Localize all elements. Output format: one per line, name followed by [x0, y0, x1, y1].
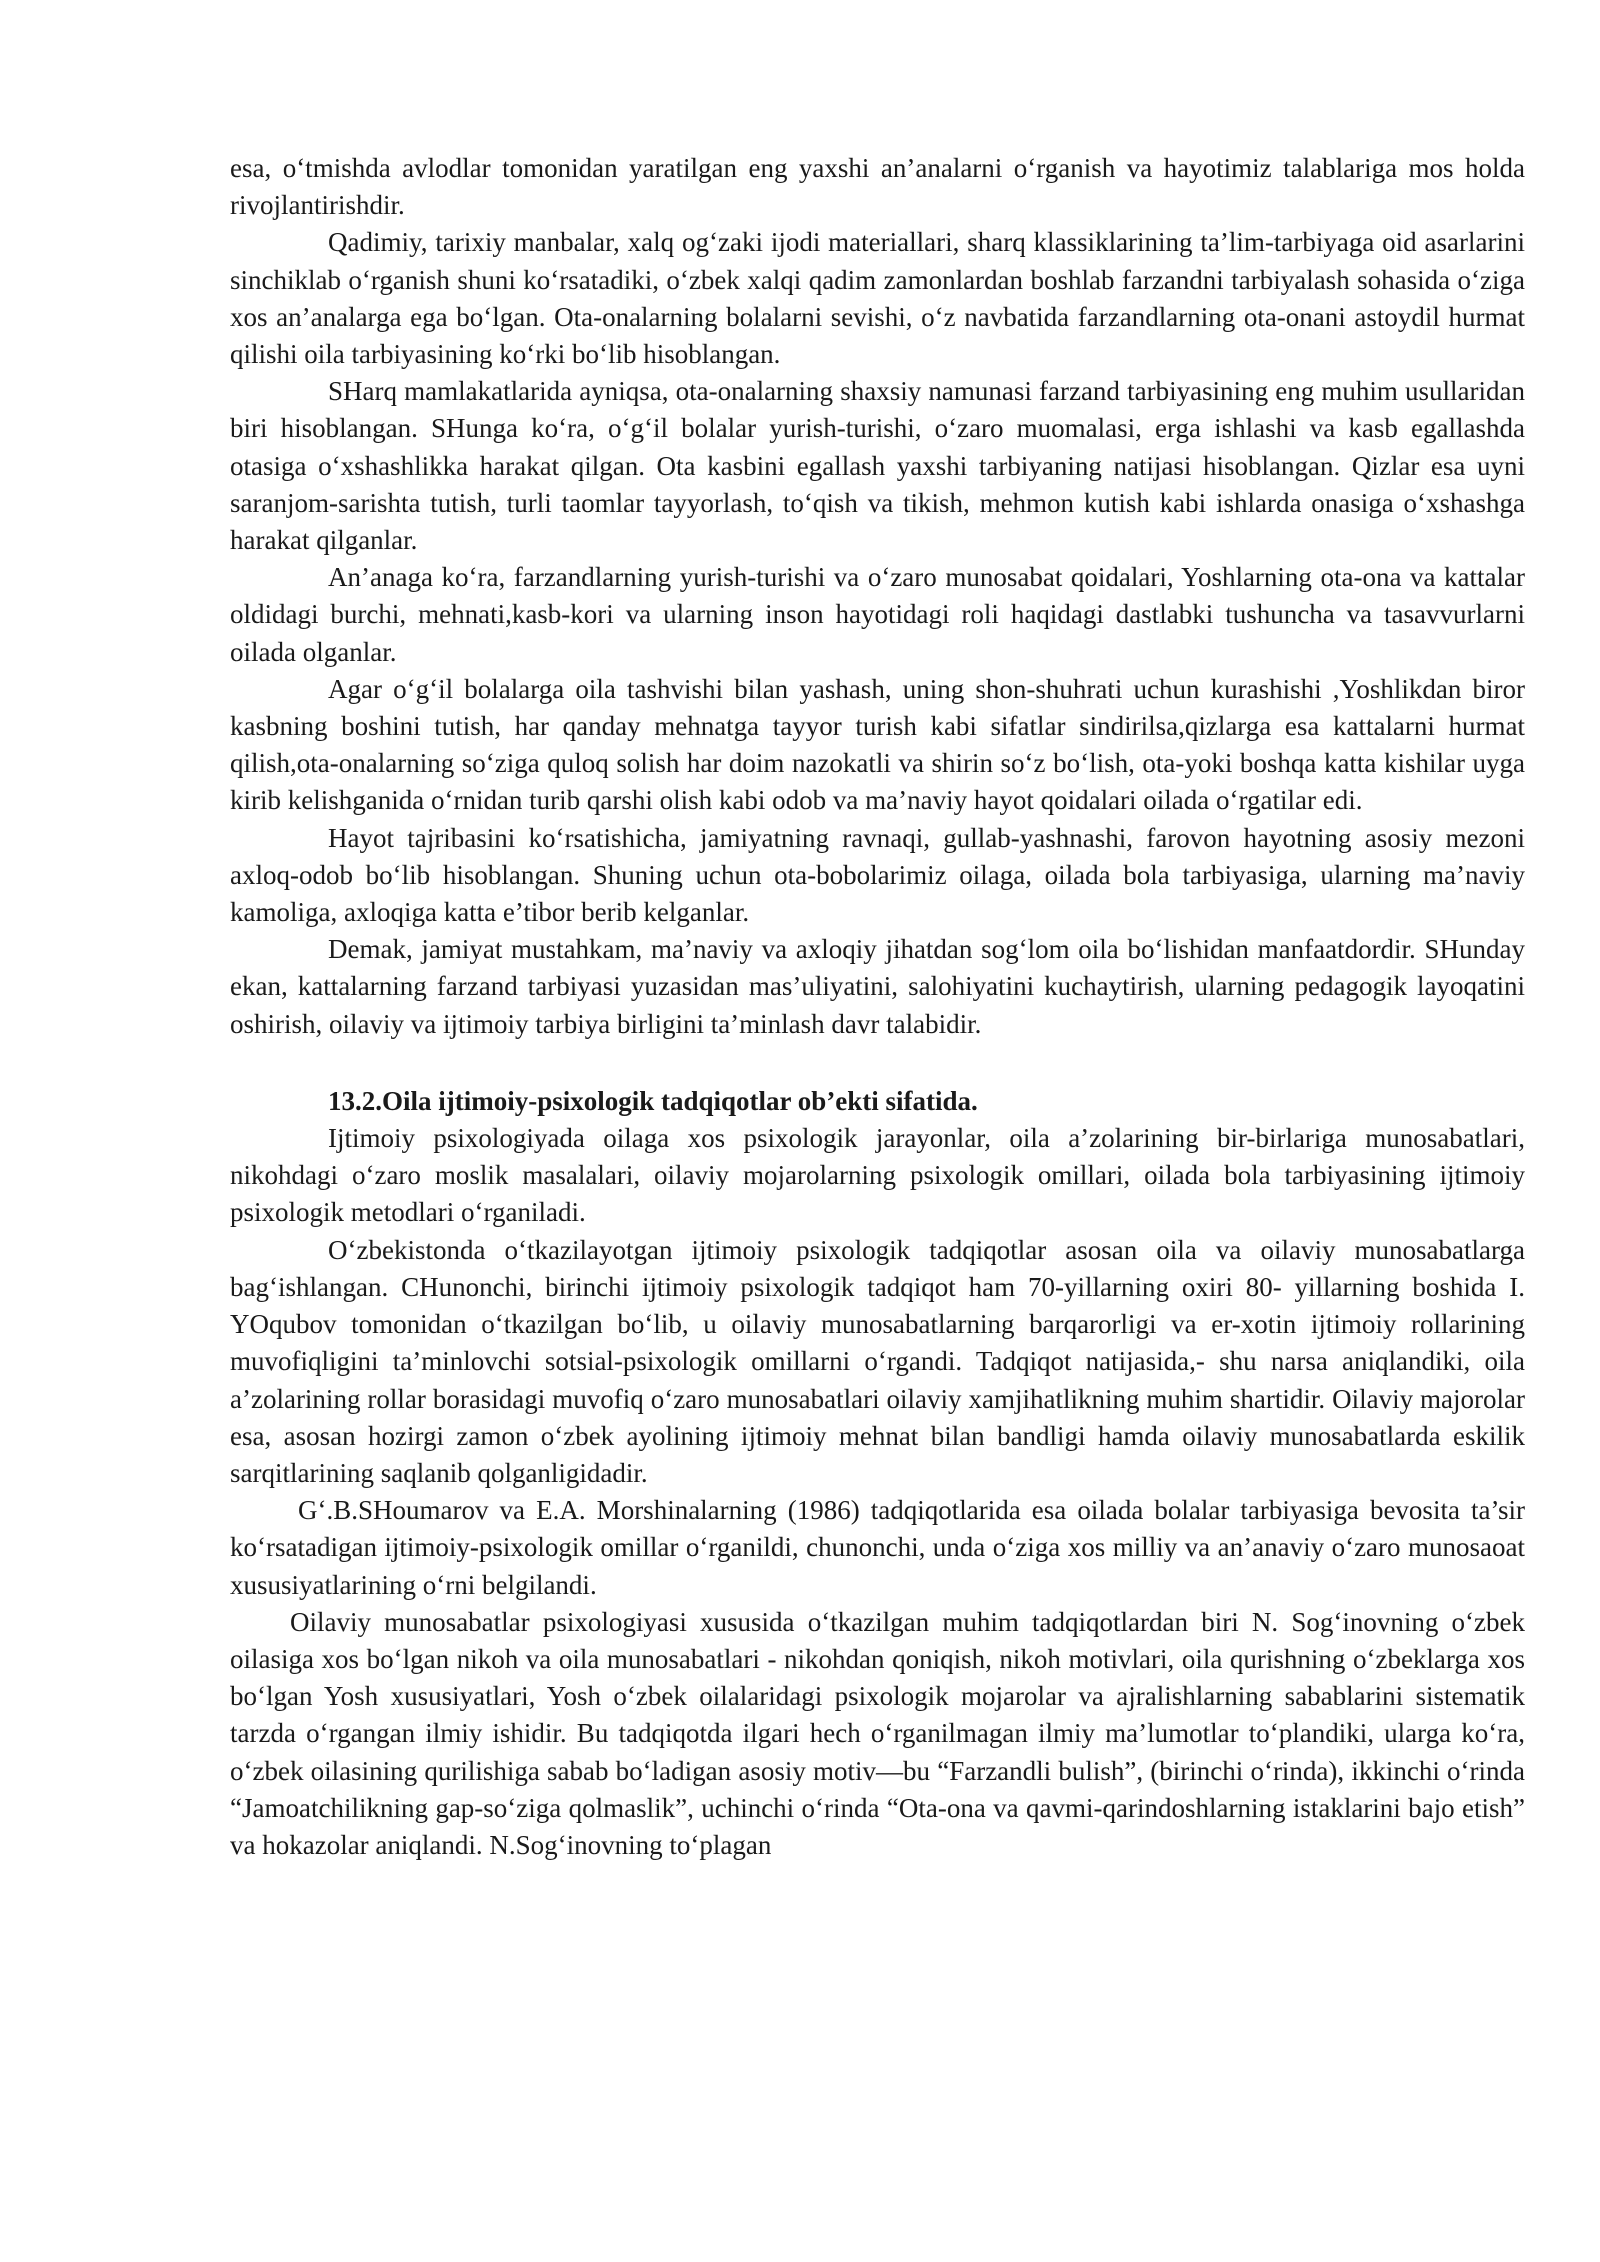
paragraph: O‘zbekistonda o‘tkazilayotgan ijtimoiy psixologik tadqiqotlar asosan oila va oilaviy munosabatlarga bag‘ishlangan. CHunonchi, birinchi ijtimoiy psixologik tadqiqot ham 70-yillarning oxiri 80- yillarning boshida I. YOqubov tomonidan o‘tkazilgan bo‘lib, u oilaviy munosabatlarning barqarorligi va er-xotin ijtimoiy rollarining muvofiqligini ta’minlovchi sotsial-psixologik omillarni o‘rgandi. Tadqiqot natijasida,- shu narsa aniqlandiki, oila a’zolarining rollar borasidagi muvofiq o‘zaro munosabatlari oilaviy xamjihatlikning muhim shartidir. Oilaviy majorolar esa, asosan hozirgi zamon o‘zbek ayolining ijtimoiy mehnat bilan bandligi hamda oilaviy munosabatlarda eskilik sarqitlarining saqlanib qolganligidadir.: [230, 1234, 1525, 1488]
paragraph: G‘.B.SHoumarov va E.A. Morshinalarning (1986) tadqiqotlarida esa oilada bolalar tarbiyasiga bevosita ta’sir ko‘rsatadigan ijtimoiy-psixologik omillar o‘rganildi, chunonchi, unda o‘ziga xos milliy va an’anaviy o‘zaro munosaoat xususiyatlarining o‘rni belgilandi.: [230, 1495, 1525, 1600]
paragraph: An’anaga ko‘ra, farzandlarning yurish-turishi va o‘zaro munosabat qoidalari, Yoshlarning ota-ona va kattalar oldidagi burchi, mehnati,kasb-kori va ularning inson hayotidagi roli haqidagi dastlabki tushuncha va tasavvurlarni oilada olganlar.: [230, 562, 1525, 667]
paragraph: esa, o‘tmishda avlodlar tomonidan yaratilgan eng yaxshi an’analarni o‘rganish va hayotimiz talablariga mos holda rivojlantirishdir.: [230, 153, 1525, 221]
paragraph: SHarq mamlakatlarida ayniqsa, ota-onalarning shaxsiy namunasi farzand tarbiyasining eng muhim usullaridan biri hisoblangan. SHunga ko‘ra, o‘g‘il bolalar yurish-turishi, o‘zaro muomalasi, erga ishlashi va kasb egallashda otasiga o‘xshashlikka harakat qilgan. Ota kasbini egallash yaxshi tarbiyaning natijasi hisoblangan. Qizlar esa uyni saranjom-sarishta tutish, turli taomlar tayyorlash, to‘qish va tikish, mehmon kutish kabi ishlarda onasiga o‘xshashga harakat qilganlar.: [230, 376, 1525, 556]
section-heading: 13.2.Oila ijtimoiy-psixologik tadqiqotlar ob’ekti sifatida.: [328, 1085, 978, 1116]
paragraph: Ijtimoiy psixologiyada oilaga xos psixologik jarayonlar, oila a’zolarining bir-birlariga munosabatlari, nikohdagi o‘zaro moslik masalalari, oilaviy mojarolarning psixologik omillari, oilada bola tarbiyasining ijtimoiy psixologik metodlari o‘rganiladi.: [230, 1123, 1525, 1228]
paragraph: Qadimiy, tarixiy manbalar, xalq og‘zaki ijodi materiallari, sharq klassiklarining ta’lim-tarbiyaga oid asarlarini sinchiklab o‘rganish shuni ko‘rsatadiki, o‘zbek xalqi qadim zamonlardan boshlab farzandni tarbiyalash sohasida o‘ziga xos an’analarga ega bo‘lgan. Ota-onalarning bolalarni sevishi, o‘z navbatida farzandlarning ota-onani astoydil hurmat qilishi oila tarbiyasining ko‘rki bo‘lib hisoblangan.: [230, 227, 1525, 370]
paragraph: Demak, jamiyat mustahkam, ma’naviy va axloqiy jihatdan sog‘lom oila bo‘lishidan manfaatdordir. SHunday ekan, kattalarning farzand tarbiyasi yuzasidan mas’uliyatini, salohiyatini kuchaytirish, ularning pedagogik layoqatini oshirish, oilaviy va ijtimoiy tarbiya birligini ta’minlash davr talabidir.: [230, 934, 1525, 1039]
document-page: [230, 150, 1525, 1864]
paragraph: Agar o‘g‘il bolalarga oila tashvishi bilan yashash, uning shon-shuhrati uchun kurashishi ,Yoshlikdan biror kasbning boshini tutish, har qanday mehnatga tayyor turish kabi sifatlar sindirilsa,qizlarga esa kattalarni hurmat qilish,ota-onalarning so‘ziga quloq solish har doim nazokatli va shirin so‘z bo‘lish, ota-yoki boshqa katta kishilar uyga kirib kelishganida o‘rnidan turib qarshi olish kabi odob va ma’naviy hayot qoidalari oilada o‘rgatilar edi.: [230, 673, 1525, 816]
paragraph: Hayot tajribasini ko‘rsatishicha, jamiyatning ravnaqi, gullab-yashnashi, farovon hayotning asosiy mezoni axloq-odob bo‘lib hisoblangan. Shuning uchun ota-bobolarimiz oilaga, oilada bola tarbiyasiga, ularning ma’naviy kamoliga, axloqiga katta e’tibor berib kelganlar.: [230, 822, 1525, 928]
paragraph: Oilaviy munosabatlar psixologiyasi xususida o‘tkazilgan muhim tadqiqotlardan biri N. Sog‘inovning o‘zbek oilasiga xos bo‘lgan nikoh va oila munosabatlari - nikohdan qoniqish, nikoh motivlari, oila qurishning o‘zbeklarga xos bo‘lgan Yosh xususiyatlari, Yosh o‘zbek oilalaridagi psixologik mojarolar va ajralishlarning sabablarini sistematik tarzda o‘rgangan ilmiy ishidir. Bu tadqiqotda ilgari hech o‘rganilmagan ilmiy ma’lumotlar to‘plandiki, ularga ko‘ra, o‘zbek oilasining qurilishiga sabab bo‘ladigan asosiy motiv—bu “Farzandli bulish”, (birinchi o‘rinda), ikkinchi o‘rinda “Jamoatchilikning gap-so‘ziga qolmaslik”, uchinchi o‘rinda “Ota-ona va qavmi-qarindoshlarning istaklarini bajo etish” va hokazolar aniqlandi. N.Sog‘inovning to‘plagan: [230, 1606, 1525, 1860]
